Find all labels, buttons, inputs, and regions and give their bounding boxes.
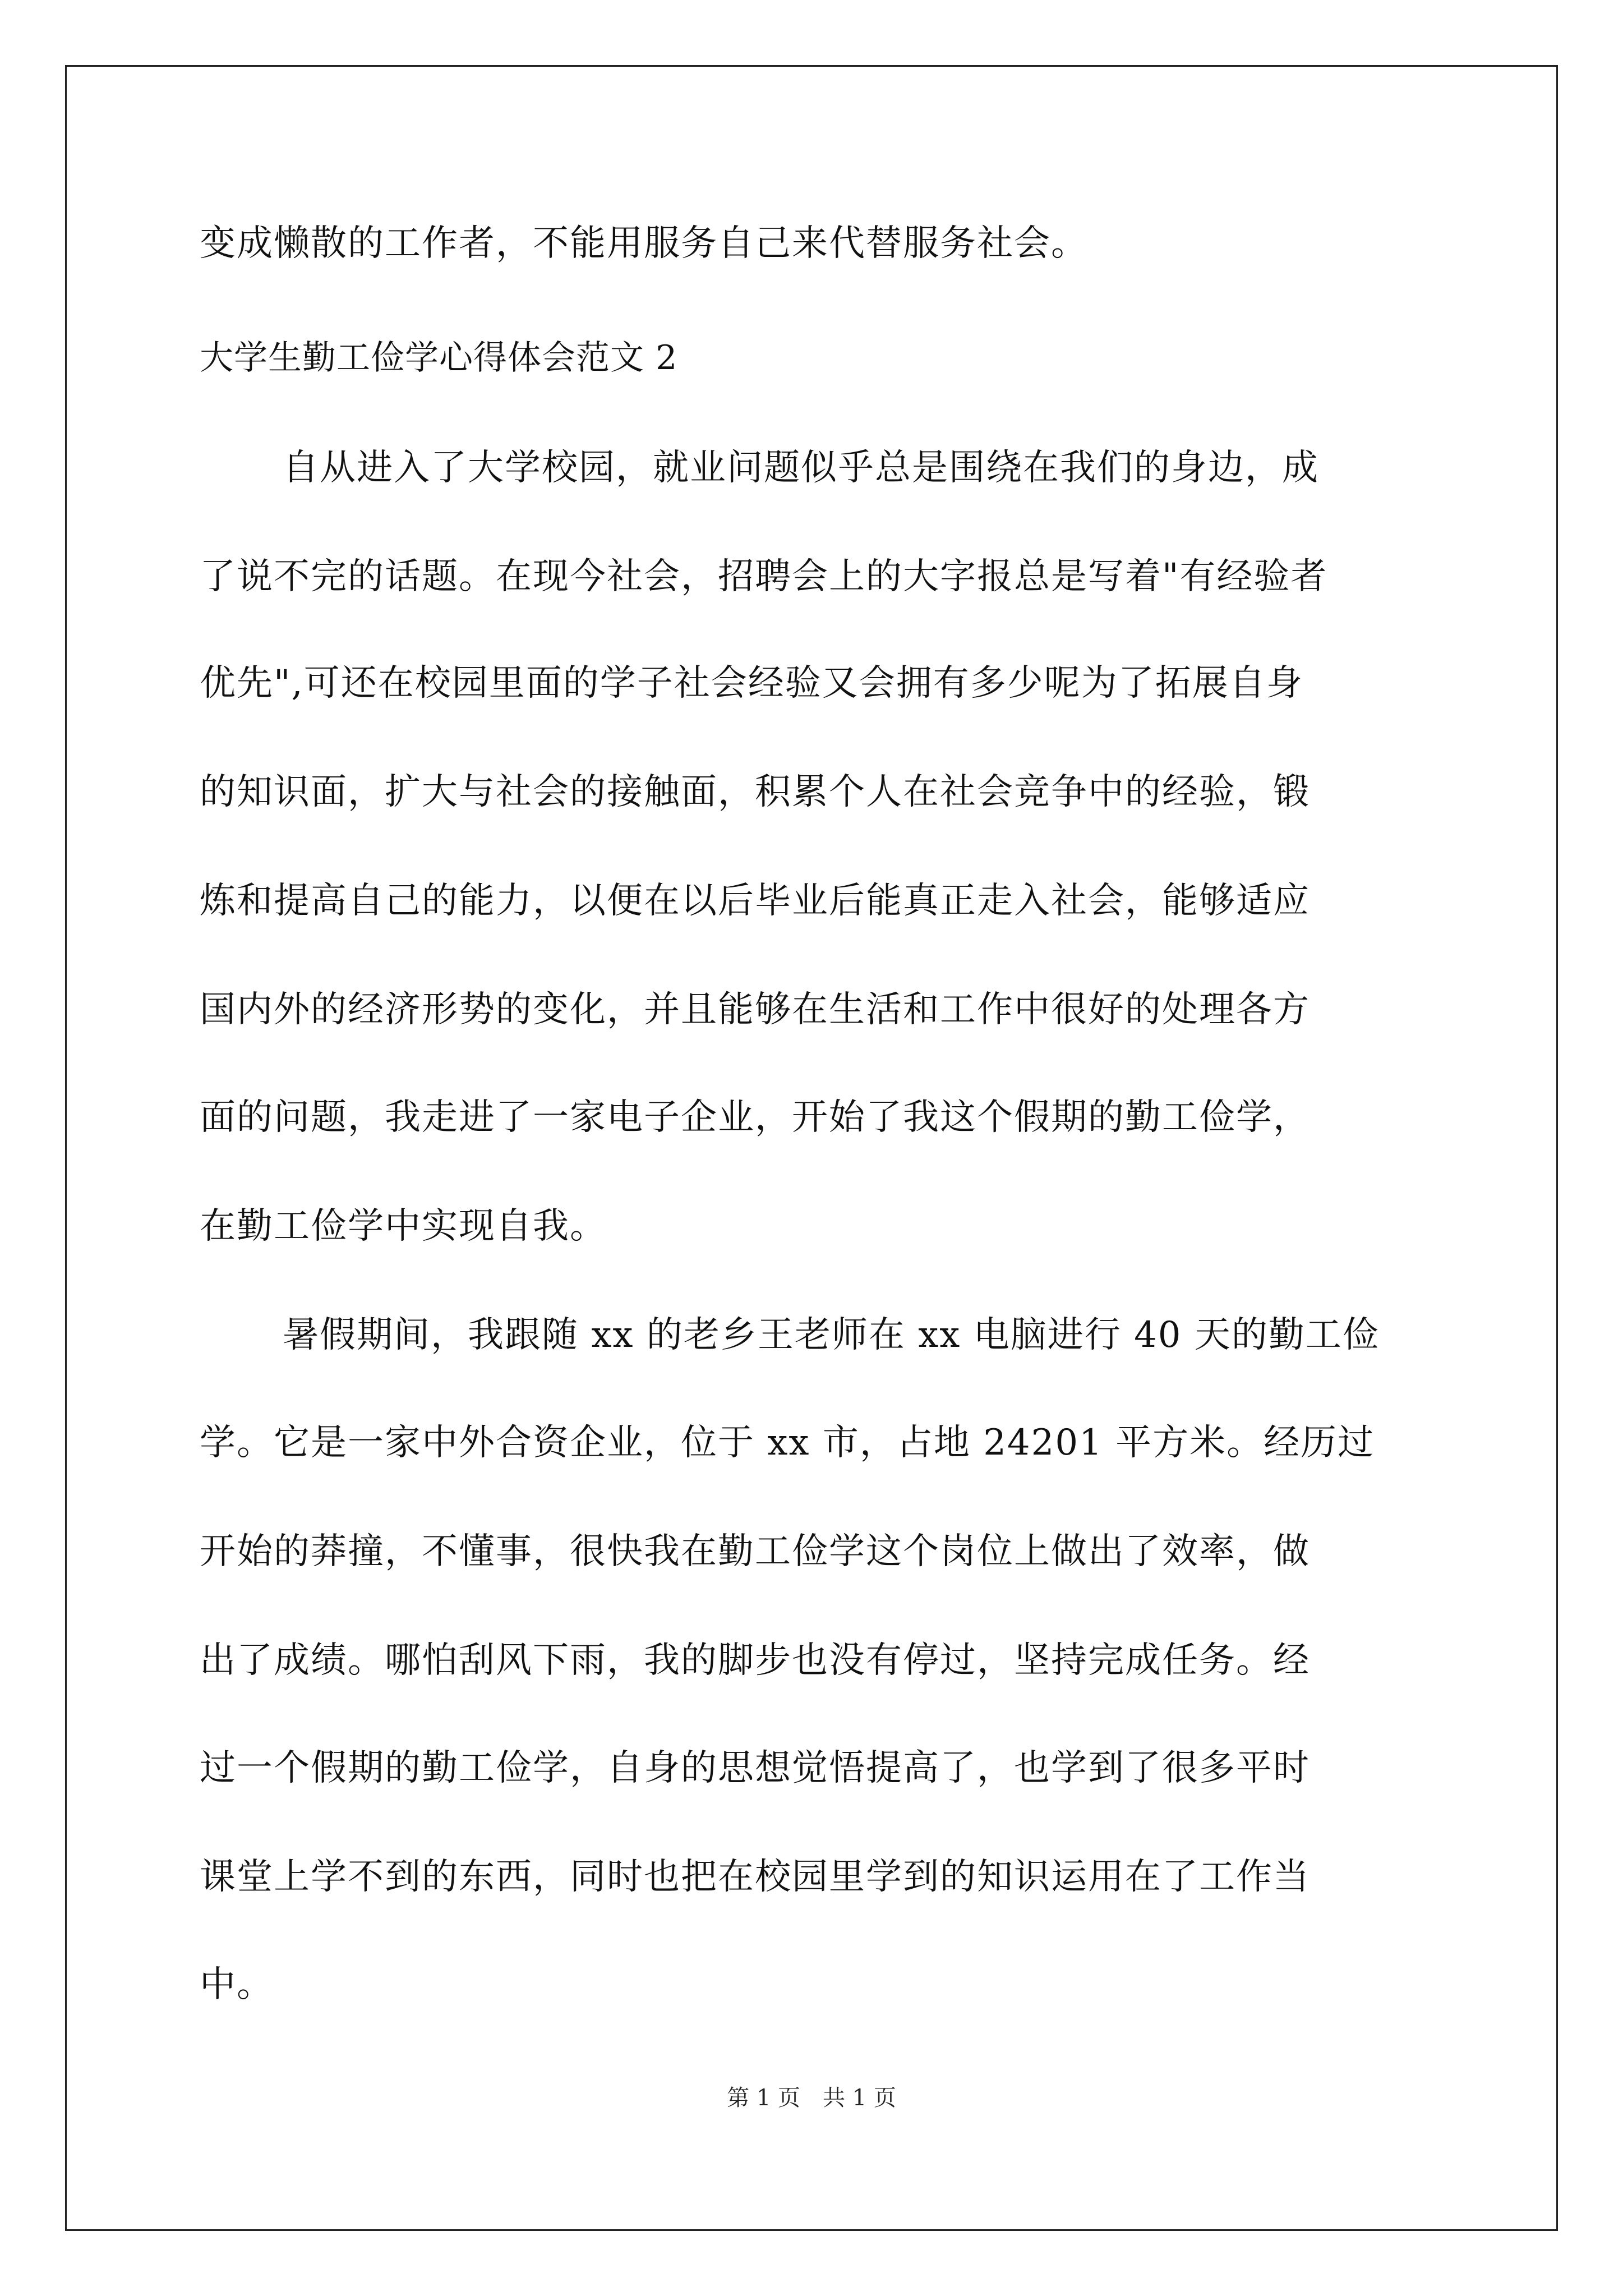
text-line: 了说不完的话题。在现今社会，招聘会上的大字报总是写着"有经验者: [200, 556, 1328, 597]
text-line: 出了成绩。哪怕刮风下雨，我的脚步也没有停过，坚持完成任务。经: [200, 1640, 1310, 1681]
text-line: 变成懒散的工作者，不能用服务自己来代替服务社会。: [200, 223, 1088, 264]
text-line: 炼和提高自己的能力，以便在以后毕业后能真正走入社会，能够适应: [200, 880, 1310, 922]
text-line: 学。它是一家中外合资企业，位于 xx 市，占地 24201 平方米。经历过: [200, 1422, 1375, 1464]
page-border: [65, 65, 1558, 2231]
text-line: 暑假期间，我跟随 xx 的老乡王老师在 xx 电脑进行 40 天的勤工俭: [283, 1314, 1380, 1356]
text-line: 开始的莽撞，不懂事，很快我在勤工俭学这个岗位上做出了效率，做: [200, 1531, 1310, 1572]
text-line: 自从进入了大学校园，就业问题似乎总是围绕在我们的身边，成: [283, 447, 1319, 489]
text-line: 中。: [200, 1964, 274, 2005]
text-line: 过一个假期的勤工俭学，自身的思想觉悟提高了，也学到了很多平时: [200, 1747, 1310, 1789]
text-line: 的知识面，扩大与社会的接触面，积累个人在社会竞争中的经验，锻: [200, 771, 1310, 813]
text-line: 课堂上学不到的东西，同时也把在校园里学到的知识运用在了工作当: [200, 1856, 1310, 1898]
text-line: 面的问题，我走进了一家电子企业，开始了我这个假期的勤工俭学，: [200, 1097, 1310, 1138]
text-line: 在勤工俭学中实现自我。: [200, 1205, 607, 1247]
text-line: 国内外的经济形势的变化，并且能够在生活和工作中很好的处理各方: [200, 989, 1310, 1030]
section-heading: 大学生勤工俭学心得体会范文 2: [200, 338, 678, 378]
page-number: 第 1 页 共 1 页: [727, 2085, 896, 2111]
text-line: 优先",可还在校园里面的学子社会经验又会拥有多少呢为了拓展自身: [200, 662, 1303, 704]
